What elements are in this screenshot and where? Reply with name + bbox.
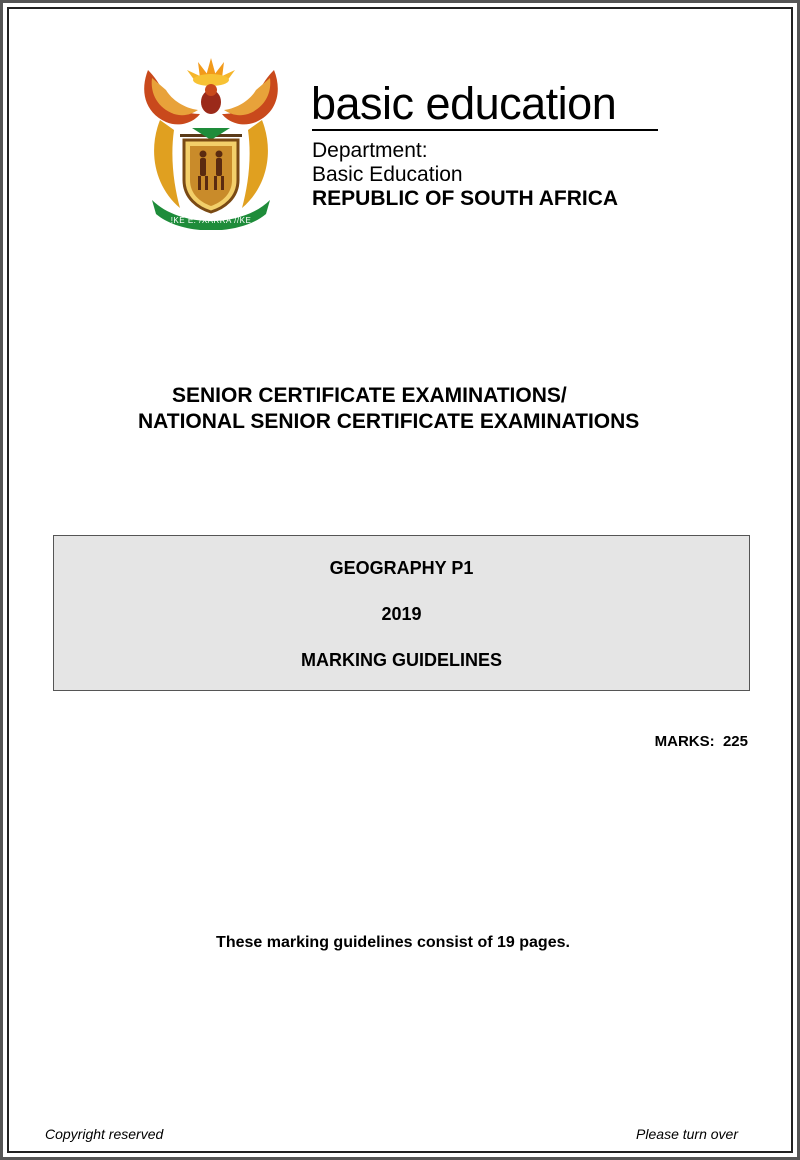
svg-text:!KE E: /XARRA //KE: !KE E: /XARRA //KE (170, 216, 252, 225)
department-name: Basic Education (312, 163, 463, 186)
brand-underline (312, 129, 658, 131)
coat-of-arms-icon (140, 50, 282, 230)
footer-turn-over: Please turn over (636, 1126, 738, 1142)
document-type: MARKING GUIDELINES (300, 650, 502, 670)
rising-sun-icon (187, 58, 235, 86)
marks-total: MARKS: 225 (654, 733, 748, 750)
subject-title: GEOGRAPHY P1 (329, 558, 474, 578)
brand-title: basic education (311, 78, 617, 129)
page-count-note: These marking guidelines consist of 19 pages. (216, 934, 570, 951)
country-name: REPUBLIC OF SOUTH AFRICA (312, 187, 619, 210)
exam-title-line1: SENIOR CERTIFICATE EXAMINATIONS/ (172, 384, 567, 407)
exam-title-line2: NATIONAL SENIOR CERTIFICATE EXAMINATIONS (138, 410, 640, 433)
footer-copyright: Copyright reserved (45, 1126, 164, 1142)
department-label: Department: (312, 139, 428, 162)
exam-year: 2019 (381, 604, 422, 624)
subject-box (53, 535, 750, 691)
